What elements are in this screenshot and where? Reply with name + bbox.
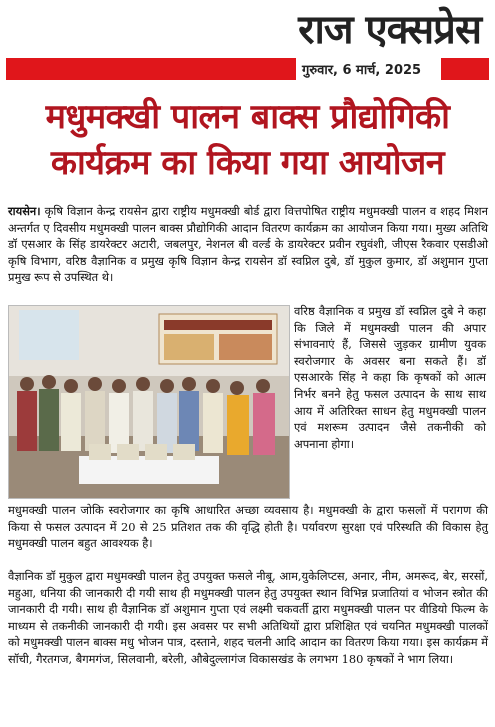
headline-line-1: मधुमक्खी पालन बाक्स प्रौद्योगिकी: [45, 97, 450, 137]
article-side-column: वरिष्ठ वैज्ञानिक व प्रमुख डॉ स्वप्निल दुबे ने कहा कि जिले में मधुमक्खी पालन की अपार संभावनाएं हैं, जिससे जुड़कर ग्रामीण युवक स्वरोजगार के अवसर बना सकते हैं। डॉ एसआरके सिंह ने कहा कि कृषकों को आत्म निर्भर बनने हेतु फसल उत्पादन के साथ साथ आय में अतिरिक्त साधन हेतु मधुमक्खी पालन एवं मशरूम उत्पादन जैसे तकनीकी को अपनाना होगा।: [294, 304, 486, 451]
article-headline: [6, 94, 489, 186]
masthead-red-bar: [6, 58, 296, 80]
article-dateline: रायसेन।: [8, 204, 41, 218]
masthead: [0, 0, 495, 90]
article-paragraph-2: मधुमक्खी पालन जोकि स्वरोजगार का कृषि आधारित अच्छा व्यवसाय है। मधुमक्खी के द्वारा फसलों में परागण की किया से फसल उत्पादन में 20 से 25 प्रतिशत तक की वृद्धि होती है। पर्यावरण सुरक्षा एवं परिस्थति की विकास हेतु मधुमक्खी पालन बहुत आवश्यक है।: [8, 503, 488, 551]
article-paragraph-1: [8, 203, 488, 286]
issue-date: गुरुवार, 6 मार्च, 2025: [302, 63, 422, 78]
article-paragraph-3: वैज्ञानिक डॉ मुकुल द्वारा मधुमक्खी पालन हेतु उपयुक्त फसले नीबू, आम,युकेलिप्टस, अनार, नीम, अमरूद, बेर, सरसों, महुआ, धनिया की जानकारी दी गयी साथ ही मधुमक्खी पालन हेतु उपयुक्त स्थान विभिन्न प्रजातियां व भोजन स्त्रोत की जानकारी दी गयी। साथ ही वैज्ञानिक डॉ अशुमान गुप्ता एवं लक्ष्मी चकवर्ती द्वारा मधुमक्खी पालन पर वीडियो फिल्म के माध्यम से तकनीकी जानकारी दी गयी। इस अवसर पर सभी अतिथियों द्वारा प्रशिक्षित एवं चयनित मधुमक्खी पालकों को मधुमक्खी पालन बाक्स मधु भोजन पात्र, दस्ताने, शहद चलनी आदि आदान का वितरण किया गया। इस कार्यक्रम में सॉची, गैरतगज, बैगमगंज, सिलवानी, बरेली, औबेदुल्लागंज विकासखंड के लगभग 180 कृषकों ने भाग लिया।: [8, 569, 488, 666]
masthead-red-bar-right: [441, 58, 489, 80]
event-photo: [8, 305, 290, 499]
headline-line-2: कार्यक्रम का किया गया आयोजन: [50, 143, 445, 183]
event-photo-illustration: [9, 306, 289, 498]
newspaper-name: राज एक्सप्रेस: [298, 7, 481, 53]
paragraph-1-text: कृषि विज्ञान केन्द्र रायसेन द्वारा राष्ट्रीय मधुमक्खी बोर्ड द्वारा वित्तपोषित राष्ट्रीय मधुमक्खी पालन व शहद मिशन अन्तर्गत ए दिवसीय मधुमक्खी पालन बाक्स प्रौद्योगिकी आदान वितरण कार्यक्रम का आयोजन किया गया। मुख्य अतिथि डॉ एसआर के सिंह डायरेक्टर अटारी, जबलपुर, नेशनल बी वर्ल्ड के डायरेक्टर प्रवीन रघुवंशी, जीएस रैकवार एसडीओ कृषि विभाग, वरिष्ठ वैज्ञानिक व प्रमुख कृषि विज्ञान केन्द्र रायसेन डॉ स्वप्निल दुबे, डॉ मुकुल कुमार, डॉ अशुमान गुप्ता प्रमुख रूप से उपस्थित थे।: [8, 204, 488, 285]
